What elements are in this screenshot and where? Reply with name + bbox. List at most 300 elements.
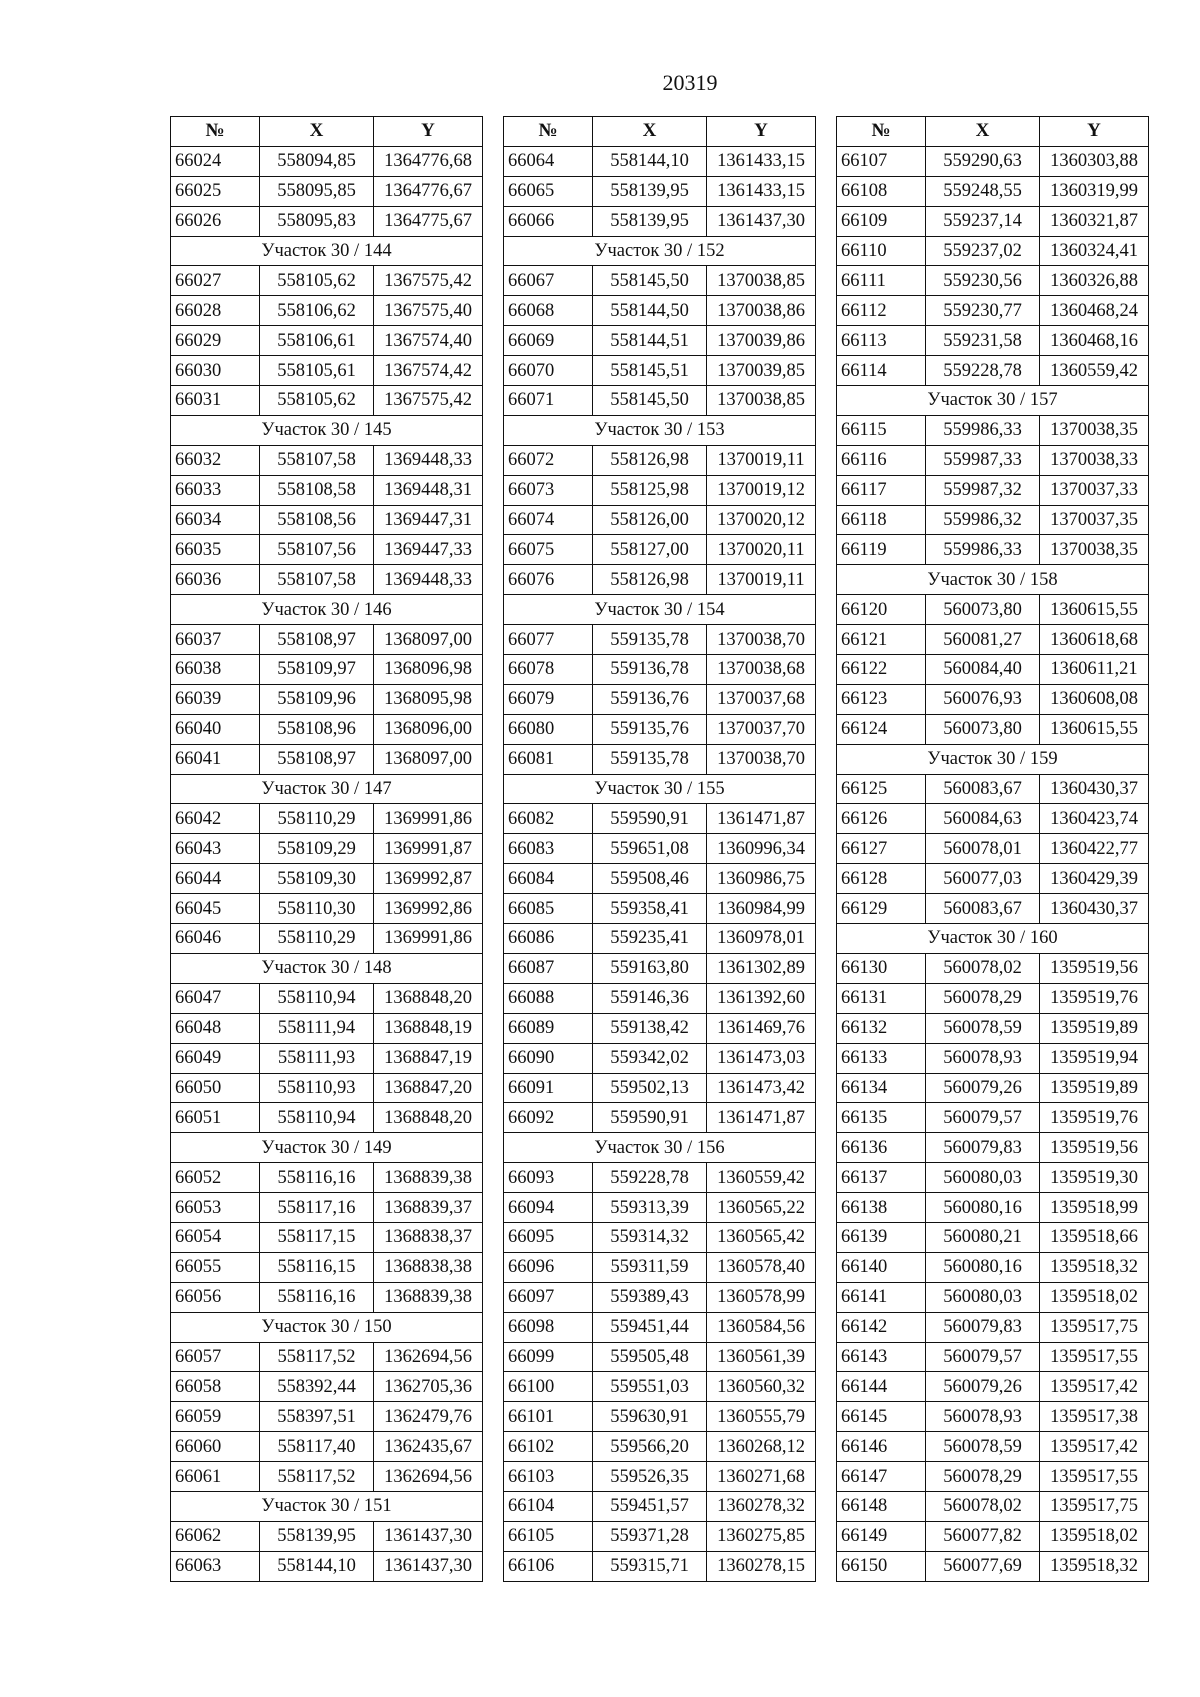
point-number: 66024	[171, 146, 260, 176]
y-coordinate: 1370020,11	[707, 535, 816, 565]
section-title: Участок 30 / 153	[504, 415, 816, 445]
section-title: Участок 30 / 160	[837, 924, 1149, 954]
table-row	[171, 1342, 483, 1372]
x-coordinate: 558126,98	[593, 445, 707, 475]
table-row	[171, 326, 483, 356]
point-number: 66081	[504, 744, 593, 774]
x-coordinate: 560080,21	[926, 1222, 1040, 1252]
point-number: 66119	[837, 535, 926, 565]
y-coordinate: 1370038,70	[707, 625, 816, 655]
x-coordinate: 559986,33	[926, 415, 1040, 445]
y-coordinate: 1368097,00	[374, 744, 483, 774]
table-row	[171, 804, 483, 834]
x-coordinate: 559590,91	[593, 804, 707, 834]
point-number: 66043	[171, 834, 260, 864]
table-row	[504, 714, 816, 744]
y-coordinate: 1368839,38	[374, 1163, 483, 1193]
header-number: №	[504, 117, 593, 147]
table-row	[171, 296, 483, 326]
table-row	[504, 445, 816, 475]
y-coordinate: 1369991,86	[374, 924, 483, 954]
section-title: Участок 30 / 159	[837, 744, 1149, 774]
point-number: 66117	[837, 475, 926, 505]
y-coordinate: 1359517,55	[1040, 1342, 1149, 1372]
x-coordinate: 559138,42	[593, 1013, 707, 1043]
table-row	[837, 655, 1149, 685]
coordinates-table-2	[503, 116, 816, 1582]
point-number: 66025	[171, 176, 260, 206]
table-row	[837, 146, 1149, 176]
point-number: 66039	[171, 684, 260, 714]
y-coordinate: 1370038,85	[707, 386, 816, 416]
point-number: 66140	[837, 1252, 926, 1282]
point-number: 66027	[171, 266, 260, 296]
y-coordinate: 1368839,37	[374, 1193, 483, 1223]
y-coordinate: 1359517,38	[1040, 1402, 1149, 1432]
x-coordinate: 560073,80	[926, 595, 1040, 625]
y-coordinate: 1370038,35	[1040, 535, 1149, 565]
section-row	[837, 565, 1149, 595]
y-coordinate: 1360275,85	[707, 1521, 816, 1551]
x-coordinate: 558108,96	[260, 714, 374, 744]
x-coordinate: 559342,02	[593, 1043, 707, 1073]
y-coordinate: 1361473,03	[707, 1043, 816, 1073]
table-row	[504, 1402, 816, 1432]
y-coordinate: 1360430,37	[1040, 894, 1149, 924]
x-coordinate: 558125,98	[593, 475, 707, 505]
table-row	[171, 894, 483, 924]
y-coordinate: 1369448,31	[374, 475, 483, 505]
x-coordinate: 559590,91	[593, 1103, 707, 1133]
x-coordinate: 560079,83	[926, 1133, 1040, 1163]
point-number: 66089	[504, 1013, 593, 1043]
table-row	[837, 1312, 1149, 1342]
point-number: 66042	[171, 804, 260, 834]
y-coordinate: 1360996,34	[707, 834, 816, 864]
table-row	[504, 1551, 816, 1581]
y-coordinate: 1360561,39	[707, 1342, 816, 1372]
x-coordinate: 558139,95	[260, 1521, 374, 1551]
point-number: 66141	[837, 1282, 926, 1312]
point-number: 66050	[171, 1073, 260, 1103]
point-number: 66090	[504, 1043, 593, 1073]
x-coordinate: 558107,56	[260, 535, 374, 565]
y-coordinate: 1359517,75	[1040, 1312, 1149, 1342]
section-row	[504, 774, 816, 804]
table-row	[171, 1282, 483, 1312]
y-coordinate: 1360608,08	[1040, 684, 1149, 714]
y-coordinate: 1360559,42	[707, 1163, 816, 1193]
table-header-row	[837, 117, 1149, 147]
y-coordinate: 1368848,20	[374, 983, 483, 1013]
x-coordinate: 560078,29	[926, 1462, 1040, 1492]
point-number: 66036	[171, 565, 260, 595]
point-number: 66118	[837, 505, 926, 535]
table-row	[837, 356, 1149, 386]
section-title: Участок 30 / 156	[504, 1133, 816, 1163]
table-row	[837, 236, 1149, 266]
table-row	[504, 176, 816, 206]
point-number: 66149	[837, 1521, 926, 1551]
x-coordinate: 560080,16	[926, 1252, 1040, 1282]
table-row	[837, 804, 1149, 834]
table-row	[504, 1462, 816, 1492]
y-coordinate: 1360986,75	[707, 864, 816, 894]
point-number: 66066	[504, 206, 593, 236]
point-number: 66065	[504, 176, 593, 206]
table-row	[171, 1372, 483, 1402]
section-title: Участок 30 / 158	[837, 565, 1149, 595]
point-number: 66091	[504, 1073, 593, 1103]
table-row	[504, 684, 816, 714]
x-coordinate: 559237,14	[926, 206, 1040, 236]
point-number: 66056	[171, 1282, 260, 1312]
point-number: 66147	[837, 1462, 926, 1492]
x-coordinate: 560078,02	[926, 1491, 1040, 1521]
table-row	[504, 1432, 816, 1462]
x-coordinate: 558109,30	[260, 864, 374, 894]
x-coordinate: 558145,51	[593, 356, 707, 386]
header-number: №	[171, 117, 260, 147]
section-title: Участок 30 / 155	[504, 774, 816, 804]
x-coordinate: 558127,00	[593, 535, 707, 565]
y-coordinate: 1361469,76	[707, 1013, 816, 1043]
x-coordinate: 558117,40	[260, 1432, 374, 1462]
table-row	[171, 266, 483, 296]
header-x: X	[260, 117, 374, 147]
section-title: Участок 30 / 152	[504, 236, 816, 266]
point-number: 66055	[171, 1252, 260, 1282]
x-coordinate: 560079,83	[926, 1312, 1040, 1342]
point-number: 66150	[837, 1551, 926, 1581]
header-x: X	[593, 117, 707, 147]
table-row	[837, 714, 1149, 744]
point-number: 66033	[171, 475, 260, 505]
table-row	[837, 684, 1149, 714]
table-row	[171, 1073, 483, 1103]
section-row	[837, 744, 1149, 774]
x-coordinate: 560073,80	[926, 714, 1040, 744]
table-row	[504, 1521, 816, 1551]
x-coordinate: 559230,56	[926, 266, 1040, 296]
table-row	[171, 176, 483, 206]
y-coordinate: 1359519,56	[1040, 953, 1149, 983]
point-number: 66112	[837, 296, 926, 326]
y-coordinate: 1370037,68	[707, 684, 816, 714]
point-number: 66106	[504, 1551, 593, 1581]
table-row	[837, 983, 1149, 1013]
x-coordinate: 560078,93	[926, 1043, 1040, 1073]
section-row	[171, 415, 483, 445]
section-row	[171, 1491, 483, 1521]
y-coordinate: 1368095,98	[374, 684, 483, 714]
section-row	[171, 595, 483, 625]
y-coordinate: 1360611,21	[1040, 655, 1149, 685]
table-row	[171, 714, 483, 744]
point-number: 66105	[504, 1521, 593, 1551]
section-title: Участок 30 / 145	[171, 415, 483, 445]
x-coordinate: 560079,57	[926, 1103, 1040, 1133]
y-coordinate: 1361437,30	[374, 1551, 483, 1581]
page-number: 20319	[662, 70, 718, 95]
point-number: 66041	[171, 744, 260, 774]
point-number: 66126	[837, 804, 926, 834]
point-number: 66092	[504, 1103, 593, 1133]
point-number: 66044	[171, 864, 260, 894]
section-row	[171, 774, 483, 804]
y-coordinate: 1368848,19	[374, 1013, 483, 1043]
point-number: 66123	[837, 684, 926, 714]
y-coordinate: 1359517,75	[1040, 1491, 1149, 1521]
table-row	[504, 655, 816, 685]
point-number: 66125	[837, 774, 926, 804]
table-row	[171, 744, 483, 774]
x-coordinate: 559135,78	[593, 744, 707, 774]
x-coordinate: 560077,69	[926, 1551, 1040, 1581]
section-title: Участок 30 / 144	[171, 236, 483, 266]
table-row	[171, 1252, 483, 1282]
table-row	[504, 924, 816, 954]
table-row	[504, 834, 816, 864]
x-coordinate: 558095,85	[260, 176, 374, 206]
point-number: 66145	[837, 1402, 926, 1432]
table-row	[837, 326, 1149, 356]
x-coordinate: 560078,29	[926, 983, 1040, 1013]
table-row	[171, 445, 483, 475]
point-number: 66035	[171, 535, 260, 565]
x-coordinate: 559136,76	[593, 684, 707, 714]
point-number: 66096	[504, 1252, 593, 1282]
point-number: 66107	[837, 146, 926, 176]
y-coordinate: 1360271,68	[707, 1462, 816, 1492]
x-coordinate: 560083,67	[926, 894, 1040, 924]
x-coordinate: 559311,59	[593, 1252, 707, 1282]
table-row	[504, 266, 816, 296]
point-number: 66098	[504, 1312, 593, 1342]
y-coordinate: 1369992,86	[374, 894, 483, 924]
point-number: 66142	[837, 1312, 926, 1342]
point-number: 66070	[504, 356, 593, 386]
table-row	[504, 1312, 816, 1342]
point-number: 66076	[504, 565, 593, 595]
y-coordinate: 1360615,55	[1040, 595, 1149, 625]
table-row	[837, 1372, 1149, 1402]
x-coordinate: 558107,58	[260, 565, 374, 595]
point-number: 66127	[837, 834, 926, 864]
x-coordinate: 558108,58	[260, 475, 374, 505]
table-row	[837, 1013, 1149, 1043]
point-number: 66138	[837, 1193, 926, 1223]
point-number: 66048	[171, 1013, 260, 1043]
y-coordinate: 1370038,86	[707, 296, 816, 326]
section-row	[504, 236, 816, 266]
point-number: 66052	[171, 1163, 260, 1193]
point-number: 66101	[504, 1402, 593, 1432]
x-coordinate: 559237,02	[926, 236, 1040, 266]
x-coordinate: 560078,02	[926, 953, 1040, 983]
point-number: 66086	[504, 924, 593, 954]
table-row	[171, 1551, 483, 1581]
table-row	[837, 415, 1149, 445]
x-coordinate: 558144,10	[593, 146, 707, 176]
table-row	[504, 983, 816, 1013]
header-y: Y	[707, 117, 816, 147]
y-coordinate: 1359519,76	[1040, 983, 1149, 1013]
y-coordinate: 1370037,70	[707, 714, 816, 744]
section-title: Участок 30 / 148	[171, 953, 483, 983]
y-coordinate: 1362479,76	[374, 1402, 483, 1432]
y-coordinate: 1360618,68	[1040, 625, 1149, 655]
x-coordinate: 558109,96	[260, 684, 374, 714]
table-row	[837, 296, 1149, 326]
x-coordinate: 559314,32	[593, 1222, 707, 1252]
table-row	[837, 1491, 1149, 1521]
x-coordinate: 558126,00	[593, 505, 707, 535]
y-coordinate: 1368096,98	[374, 655, 483, 685]
point-number: 66031	[171, 386, 260, 416]
point-number: 66085	[504, 894, 593, 924]
point-number: 66083	[504, 834, 593, 864]
table-row	[504, 1342, 816, 1372]
y-coordinate: 1360319,99	[1040, 176, 1149, 206]
x-coordinate: 559551,03	[593, 1372, 707, 1402]
x-coordinate: 559135,78	[593, 625, 707, 655]
y-coordinate: 1370039,85	[707, 356, 816, 386]
y-coordinate: 1369991,87	[374, 834, 483, 864]
table-row	[171, 834, 483, 864]
y-coordinate: 1368848,20	[374, 1103, 483, 1133]
x-coordinate: 558126,98	[593, 565, 707, 595]
table-row	[837, 1163, 1149, 1193]
point-number: 66080	[504, 714, 593, 744]
x-coordinate: 559136,78	[593, 655, 707, 685]
point-number: 66058	[171, 1372, 260, 1402]
x-coordinate: 558392,44	[260, 1372, 374, 1402]
section-title: Участок 30 / 154	[504, 595, 816, 625]
point-number: 66097	[504, 1282, 593, 1312]
table-row	[837, 1282, 1149, 1312]
y-coordinate: 1367575,42	[374, 386, 483, 416]
point-number: 66054	[171, 1222, 260, 1252]
x-coordinate: 559371,28	[593, 1521, 707, 1551]
point-number: 66113	[837, 326, 926, 356]
table-row	[504, 535, 816, 565]
table-row	[504, 1103, 816, 1133]
table-row	[171, 684, 483, 714]
table-row	[837, 505, 1149, 535]
y-coordinate: 1370037,35	[1040, 505, 1149, 535]
point-number: 66067	[504, 266, 593, 296]
y-coordinate: 1369448,33	[374, 445, 483, 475]
y-coordinate: 1367575,40	[374, 296, 483, 326]
table-row	[837, 475, 1149, 505]
point-number: 66046	[171, 924, 260, 954]
point-number: 66130	[837, 953, 926, 983]
point-number: 66099	[504, 1342, 593, 1372]
header-y: Y	[374, 117, 483, 147]
table-row	[171, 565, 483, 595]
table-row	[837, 1462, 1149, 1492]
table-row	[504, 206, 816, 236]
x-coordinate: 558145,50	[593, 266, 707, 296]
x-coordinate: 559135,76	[593, 714, 707, 744]
section-title: Участок 30 / 147	[171, 774, 483, 804]
point-number: 66094	[504, 1193, 593, 1223]
table-row	[171, 1193, 483, 1223]
y-coordinate: 1360560,32	[707, 1372, 816, 1402]
table-header-row	[504, 117, 816, 147]
table-row	[171, 864, 483, 894]
x-coordinate: 560078,59	[926, 1013, 1040, 1043]
point-number: 66074	[504, 505, 593, 535]
point-number: 66116	[837, 445, 926, 475]
table-row	[171, 1043, 483, 1073]
table-row	[504, 1013, 816, 1043]
table-row	[837, 206, 1149, 236]
y-coordinate: 1362705,36	[374, 1372, 483, 1402]
table-row	[171, 625, 483, 655]
x-coordinate: 560077,82	[926, 1521, 1040, 1551]
y-coordinate: 1361473,42	[707, 1073, 816, 1103]
point-number: 66078	[504, 655, 593, 685]
x-coordinate: 558095,83	[260, 206, 374, 236]
table-row	[171, 1013, 483, 1043]
y-coordinate: 1360565,22	[707, 1193, 816, 1223]
table-header-row	[171, 117, 483, 147]
point-number: 66073	[504, 475, 593, 505]
y-coordinate: 1368847,20	[374, 1073, 483, 1103]
x-coordinate: 560076,93	[926, 684, 1040, 714]
x-coordinate: 558110,30	[260, 894, 374, 924]
x-coordinate: 558144,10	[260, 1551, 374, 1581]
x-coordinate: 560078,01	[926, 834, 1040, 864]
y-coordinate: 1370038,85	[707, 266, 816, 296]
header-x: X	[926, 117, 1040, 147]
y-coordinate: 1361433,15	[707, 176, 816, 206]
point-number: 66059	[171, 1402, 260, 1432]
section-row	[504, 595, 816, 625]
y-coordinate: 1370038,70	[707, 744, 816, 774]
section-row	[171, 1133, 483, 1163]
point-number: 66062	[171, 1521, 260, 1551]
point-number: 66124	[837, 714, 926, 744]
table-row	[504, 1282, 816, 1312]
table-row	[837, 176, 1149, 206]
table-row	[504, 1073, 816, 1103]
section-title: Участок 30 / 151	[171, 1491, 483, 1521]
y-coordinate: 1361437,30	[707, 206, 816, 236]
table-row	[504, 1491, 816, 1521]
y-coordinate: 1360584,56	[707, 1312, 816, 1342]
section-title: Участок 30 / 149	[171, 1133, 483, 1163]
point-number: 66040	[171, 714, 260, 744]
y-coordinate: 1360422,77	[1040, 834, 1149, 864]
table-row	[504, 864, 816, 894]
point-number: 66095	[504, 1222, 593, 1252]
x-coordinate: 559389,43	[593, 1282, 707, 1312]
x-coordinate: 560079,57	[926, 1342, 1040, 1372]
header-y: Y	[1040, 117, 1149, 147]
point-number: 66114	[837, 356, 926, 386]
y-coordinate: 1361302,89	[707, 953, 816, 983]
y-coordinate: 1360303,88	[1040, 146, 1149, 176]
point-number: 66084	[504, 864, 593, 894]
y-coordinate: 1360559,42	[1040, 356, 1149, 386]
table-row	[837, 864, 1149, 894]
y-coordinate: 1359519,76	[1040, 1103, 1149, 1133]
y-coordinate: 1368097,00	[374, 625, 483, 655]
x-coordinate: 559986,32	[926, 505, 1040, 535]
